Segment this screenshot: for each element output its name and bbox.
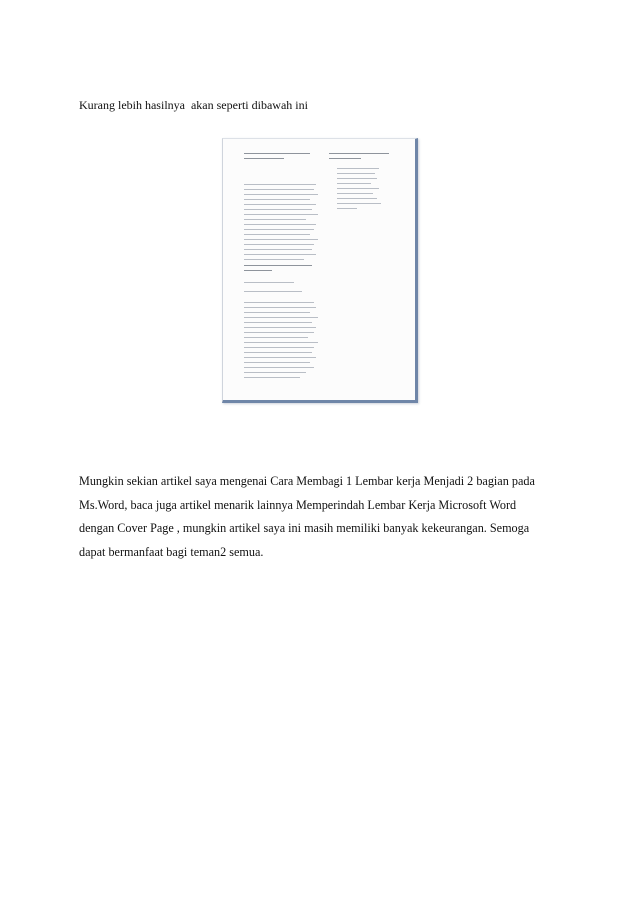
preview-text-line: [337, 208, 357, 209]
preview-text-line: [244, 307, 316, 308]
preview-text-line: [244, 352, 312, 353]
closing-paragraph: [79, 470, 564, 564]
preview-text-line: [244, 357, 316, 358]
preview-text-line: [337, 198, 377, 199]
paragraph-line-3: dengan Cover Page , mungkin artikel saya ini masih memiliki banyak kekeurangan. Semoga: [79, 521, 530, 536]
preview-text-line: [244, 184, 316, 185]
preview-text-line: [337, 203, 381, 204]
preview-text-line: [244, 265, 312, 266]
preview-text-line: [244, 158, 284, 159]
preview-text-line: [244, 270, 272, 271]
preview-text-line: [244, 332, 314, 333]
preview-text-line: [337, 188, 379, 189]
preview-text-line: [337, 178, 377, 179]
preview-text-line: [244, 219, 306, 220]
preview-text-line: [244, 204, 316, 205]
preview-text-line: [244, 259, 304, 260]
preview-text-line: [244, 372, 306, 373]
preview-text-line: [244, 199, 310, 200]
document-preview-image: [222, 138, 418, 403]
preview-text-line: [244, 327, 316, 328]
preview-text-line: [244, 312, 310, 313]
preview-text-line: [244, 342, 318, 343]
preview-text-line: [329, 158, 361, 159]
preview-text-line: [244, 239, 318, 240]
preview-text-line: [244, 224, 316, 225]
intro-text: Kurang lebih hasilnya akan seperti dibawah ini: [79, 98, 308, 112]
preview-text-line: [244, 337, 308, 338]
preview-text-line: [244, 194, 318, 195]
paragraph-line-4: dapat bermanfaat bagi teman2 semua.: [79, 544, 264, 559]
preview-text-line: [244, 189, 314, 190]
paragraph-line-2: Ms.Word, baca juga artikel menarik lainnya Memperindah Lembar Kerja Microsoft Word: [79, 497, 517, 512]
preview-text-line: [244, 153, 310, 154]
preview-text-line: [244, 291, 302, 292]
preview-text-line: [337, 173, 375, 174]
preview-text-line: [337, 168, 379, 169]
preview-text-line: [244, 302, 314, 303]
preview-text-line: [337, 183, 371, 184]
preview-text-line: [244, 234, 310, 235]
preview-text-line: [244, 367, 314, 368]
preview-text-line: [244, 229, 314, 230]
preview-text-line: [244, 282, 294, 283]
preview-text-line: [244, 347, 314, 348]
preview-text-line: [244, 244, 314, 245]
preview-text-line: [244, 317, 318, 318]
preview-text-line: [244, 322, 312, 323]
paragraph-line-1: Mungkin sekian artikel saya mengenai Cara Membagi 1 Lembar kerja Menjadi 2 bagian pada: [79, 474, 535, 488]
preview-text-line: [337, 193, 373, 194]
preview-text-line: [244, 209, 312, 210]
preview-text-line: [244, 362, 310, 363]
preview-text-line: [244, 249, 312, 250]
preview-text-line: [244, 254, 316, 255]
preview-text-line: [329, 153, 389, 154]
preview-text-line: [244, 214, 318, 215]
preview-text-line: [244, 377, 300, 378]
